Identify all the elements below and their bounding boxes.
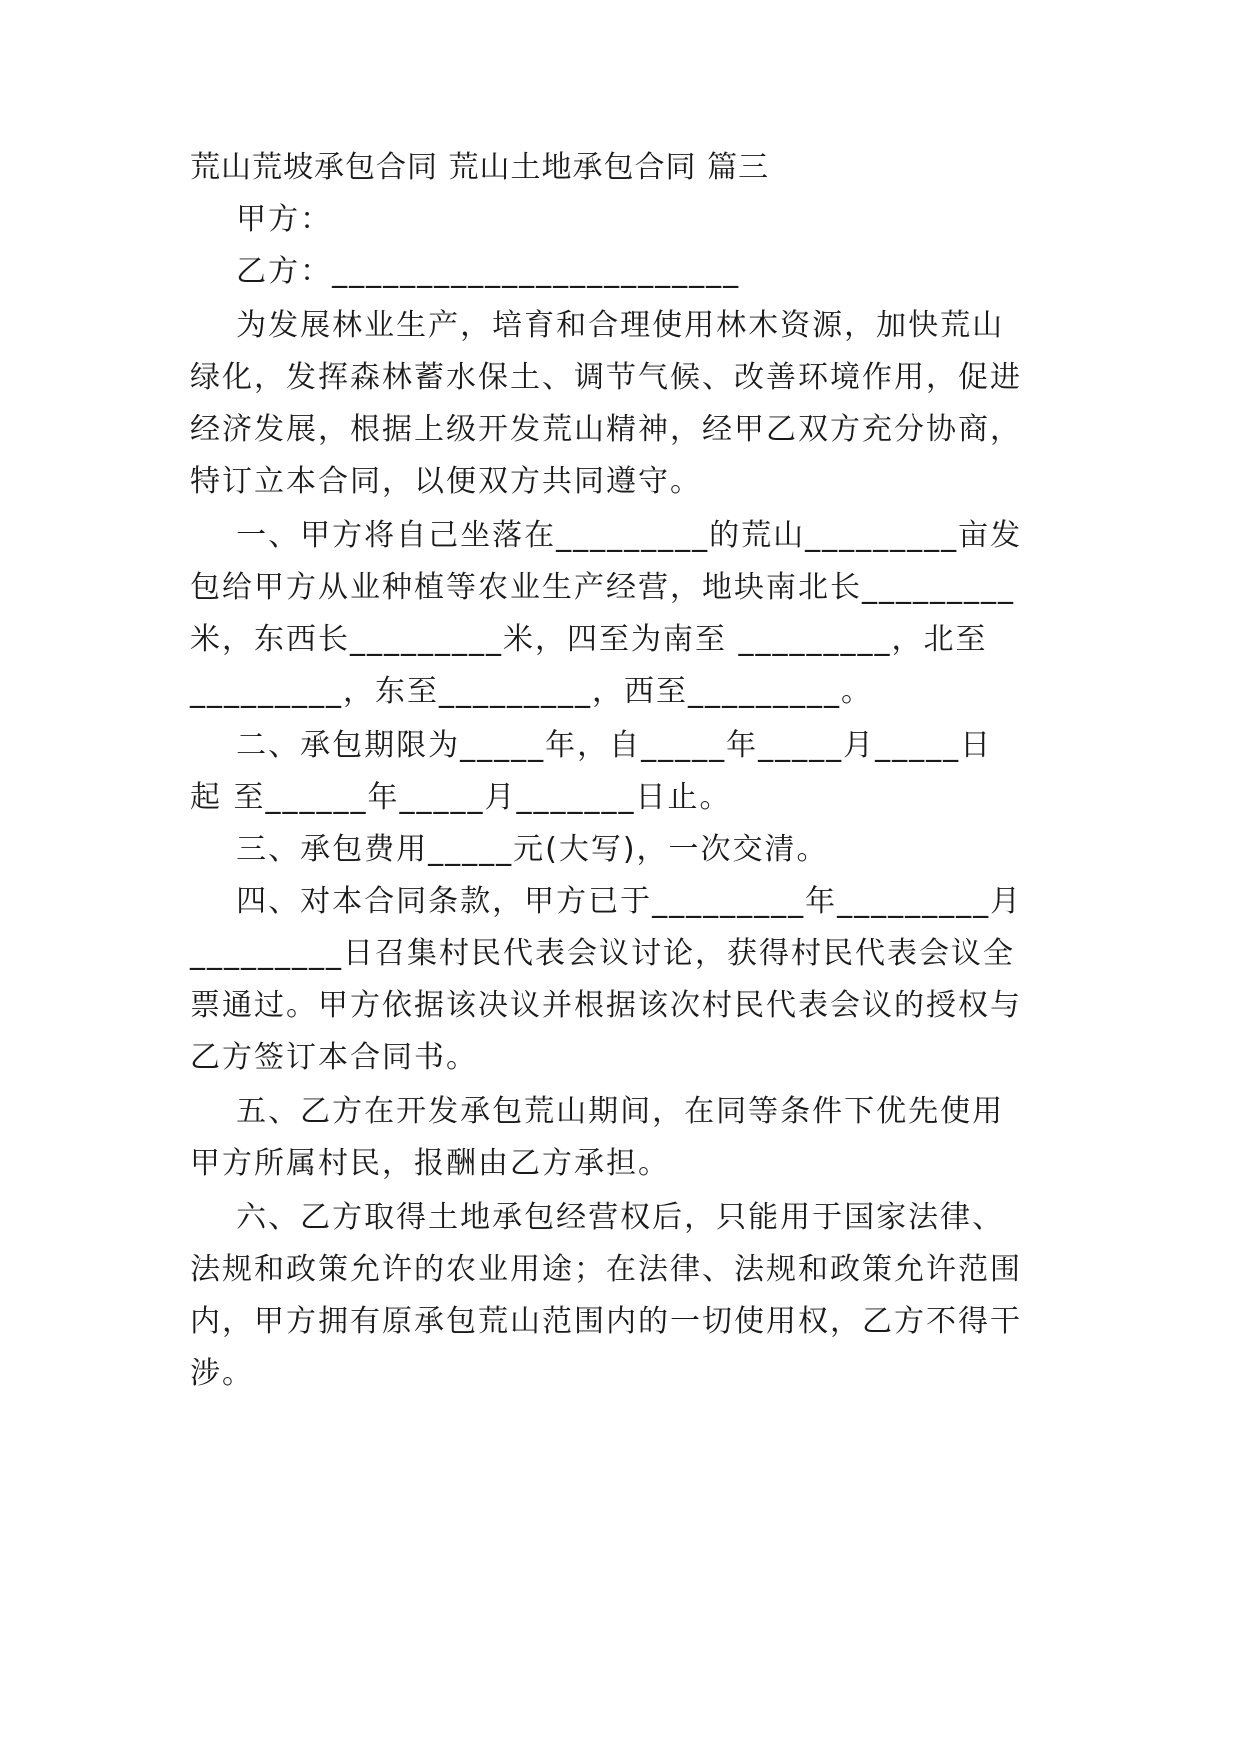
clause-1-line: 米，东西长_________米，四至为南至 _________，北至 (190, 622, 988, 657)
clause-6-line: 六、乙方取得土地承包经营权后，只能用于国家法律、 (190, 1200, 1005, 1235)
clause-3-line: 三、承包费用_____元(大写)，一次交清。 (190, 832, 829, 867)
clause-5-line: 甲方所属村民，报酬由乙方承担。 (190, 1146, 670, 1181)
clause-6-line: 涉。 (190, 1356, 254, 1391)
paragraph-line: 绿化，发挥森林蓄水保土、调节气候、改善环境作用，促进 (190, 360, 1022, 395)
paragraph-line: 特订立本合同，以便双方共同遵守。 (190, 464, 702, 499)
clause-4-line: 票通过。甲方依据该决议并根据该次村民代表会议的授权与 (190, 988, 1022, 1023)
paragraph-line: 为发展林业生产，培育和合理使用林木资源，加快荒山 (190, 308, 1005, 343)
clause-1-line: _________，东至_________，西至_________。 (190, 674, 873, 709)
clause-1-line: 一、甲方将自己坐落在_________的荒山_________亩发 (190, 518, 1023, 553)
clause-6-line: 法规和政策允许的农业用途；在法律、法规和政策允许范围 (190, 1252, 1022, 1287)
clause-1-line: 包给甲方从业种植等农业生产经营，地块南北长_________ (190, 570, 1015, 605)
document-title: 荒山荒坡承包合同 荒山土地承包合同 篇三 (190, 150, 770, 185)
party-a-line: 甲方： (190, 202, 333, 237)
clause-6-line: 内，甲方拥有原承包荒山范围内的一切使用权，乙方不得干 (190, 1304, 1022, 1339)
clause-2-line: 起 至______年_____月_______日止。 (190, 780, 732, 815)
paragraph-line: 经济发展，根据上级开发荒山精神，经甲乙双方充分协商， (190, 412, 1022, 447)
clause-4-line: _________日召集村民代表会议讨论，获得村民代表会议全 (190, 936, 1015, 971)
clause-4-line: 四、对本合同条款，甲方已于_________年_________月 (190, 884, 1023, 919)
party-b-line: 乙方：________________________ (190, 254, 741, 289)
clause-5-line: 五、乙方在开发承包荒山期间，在同等条件下优先使用 (190, 1094, 1005, 1129)
clause-2-line: 二、承包期限为_____年，自_____年_____月_____日 (190, 728, 993, 763)
clause-4-line: 乙方签订本合同书。 (190, 1040, 478, 1075)
